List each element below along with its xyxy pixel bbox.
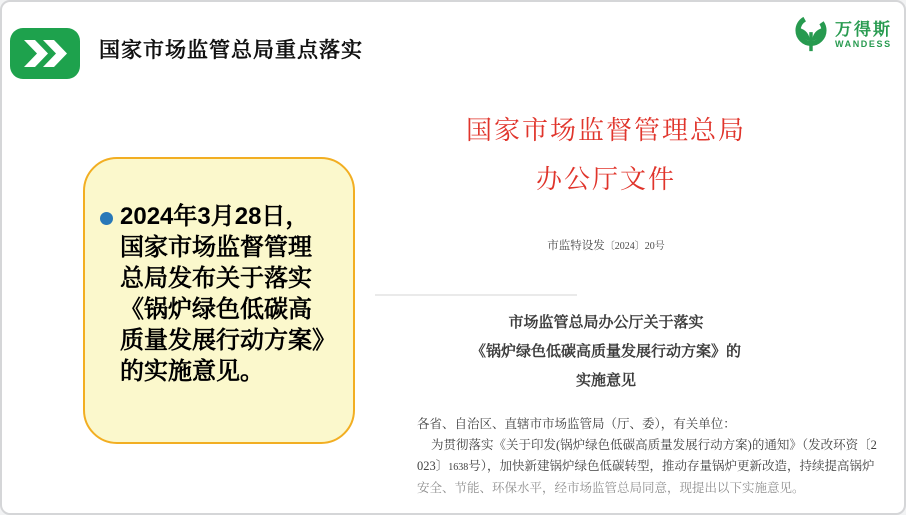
doc-agency-title-line2: 办公厅文件: [535, 165, 676, 194]
doc-divider-line: [375, 294, 577, 296]
callout-line: 《锅炉绿色低碳高: [120, 296, 312, 323]
doc-subject-line: 实施意见: [575, 373, 636, 389]
doc-salutation: 各省、自治区、直辖市市场监管局（厅、委），有关单位：: [417, 417, 736, 431]
callout-line: 总局发布关于落实: [120, 265, 312, 292]
doc-agency-title-line1: 国家市场监督管理总局: [465, 116, 746, 145]
plant-icon: [792, 13, 830, 58]
callout-line: 2024年3月28日，: [120, 203, 310, 230]
doc-number-prefix: 市监特设发: [547, 240, 605, 252]
doc-number-suffix: 〔2024〕20号: [604, 241, 665, 252]
page-title: 国家市场监管总局重点落实: [99, 39, 363, 62]
doc-body: [417, 414, 887, 495]
doc-number: [375, 237, 837, 253]
doc-body-line: 023〕1638号），加快新建锅炉绿色低碳转型，推动存量锅炉更新改造，持续提高锅炉: [417, 459, 875, 473]
logo-name-cn: 万得斯: [835, 20, 892, 40]
callout-bubble: [83, 157, 355, 444]
bullet-dot-icon: [100, 212, 113, 225]
callout-text: [120, 201, 352, 387]
logo-name-en: WANDESS: [835, 38, 892, 49]
callout-line: 的实施意见。: [120, 358, 264, 385]
callout-line: 国家市场监督管理: [120, 234, 312, 261]
wandess-logo: [792, 13, 892, 58]
doc-subject-line: 《锅炉绿色低碳高质量发展行动方案》的: [470, 344, 741, 360]
double-chevron-right-icon: [10, 28, 80, 79]
doc-body-line-clipped: 安全、节能、环保水平，经市场监管总局同意，现提出以下实施意见。: [417, 481, 805, 495]
doc-body-line: 为贯彻落实《关于印发(锅炉绿色低碳高质量发展行动方案)的通知》（发改环资〔2: [431, 438, 877, 452]
doc-subject: [375, 309, 837, 396]
doc-subject-line: 市场监管总局办公厅关于落实: [508, 315, 704, 331]
callout-line: 质量发展行动方案》: [120, 327, 336, 354]
